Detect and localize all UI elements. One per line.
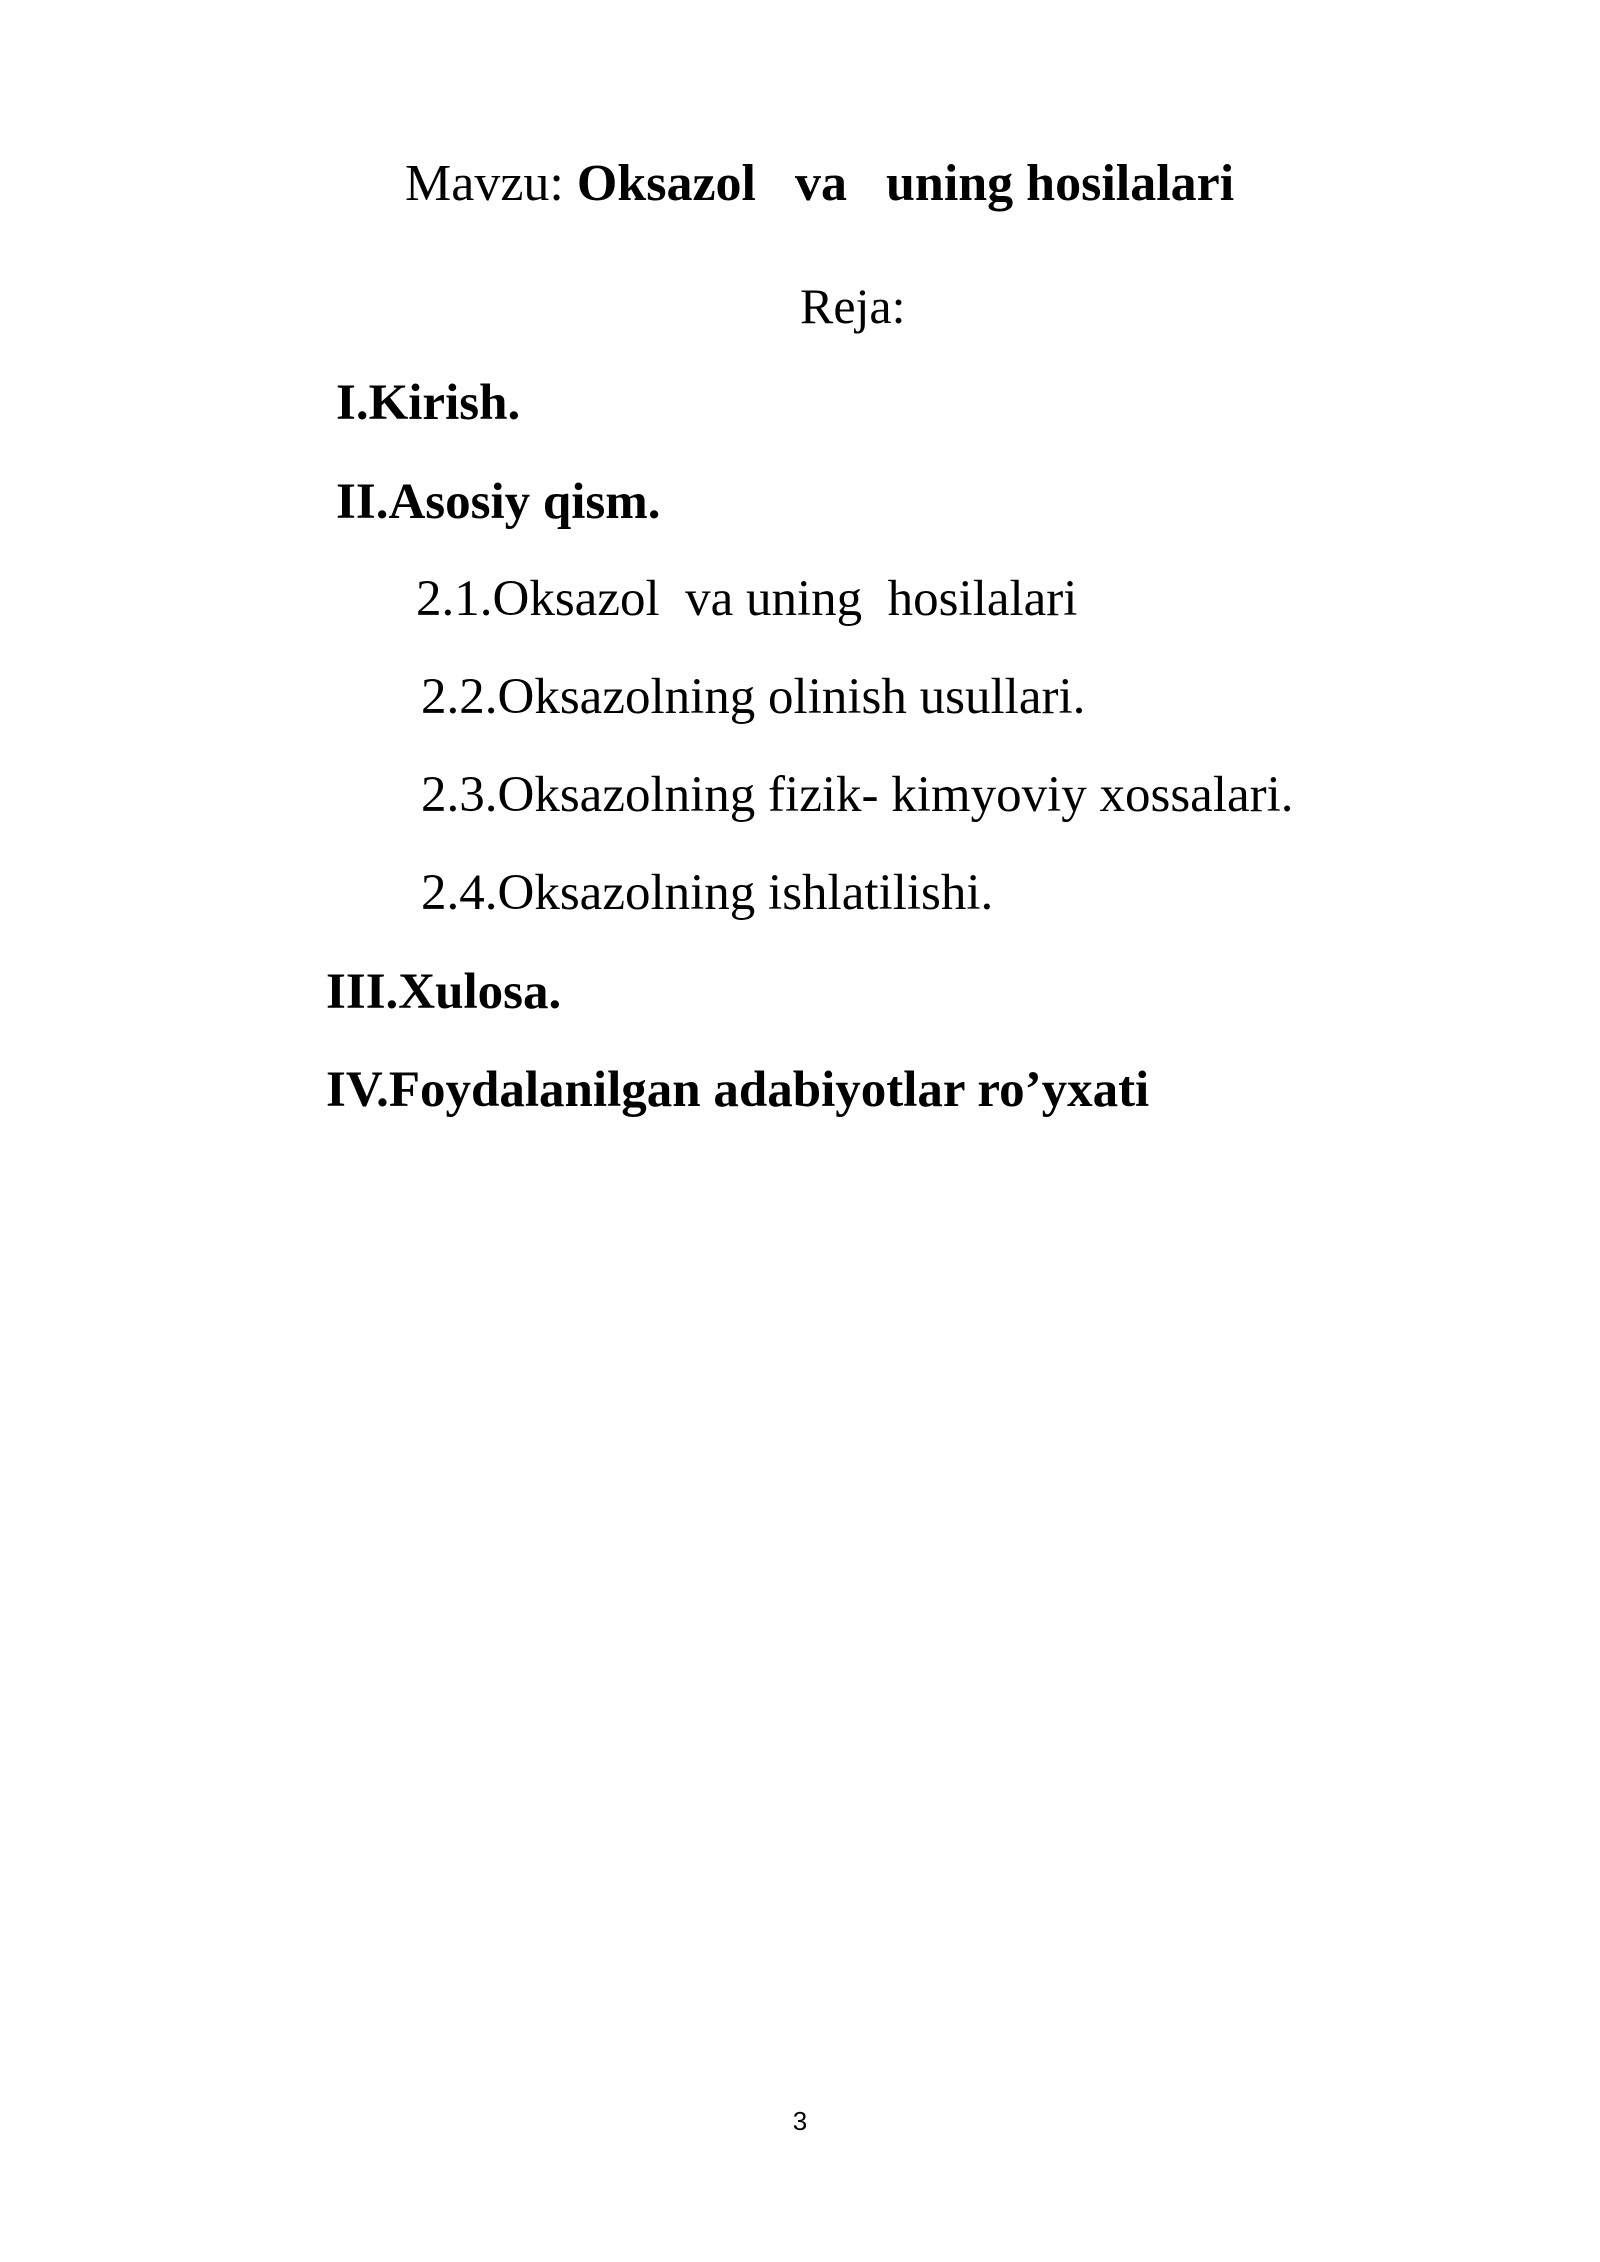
outline-subsection-2-4: 2.4.Oksazolning ishlatilishi.: [421, 865, 994, 921]
page-title: [405, 155, 1235, 212]
outline-section-1: I.Kirish.: [336, 375, 521, 431]
outline-subsection-2-1: 2.1.Oksazol va uning hosilalari: [416, 571, 1078, 627]
page-number: 3: [792, 2106, 808, 2136]
outline-subsection-2-3: 2.3.Oksazolning fizik- kimyoviy xossalari.: [421, 767, 1294, 823]
outline-section-3: III.Xulosa.: [326, 964, 562, 1020]
title-prefix: Mavzu:: [405, 155, 577, 212]
plan-heading: Reja:: [800, 278, 906, 334]
outline-section-2: II.Asosiy qism.: [336, 474, 661, 530]
title-topic: Oksazol va uning hosilalari: [576, 155, 1235, 212]
outline-section-4: IV.Foydalanilgan adabiyotlar ro’yxati: [326, 1062, 1150, 1118]
outline-subsection-2-2: 2.2.Oksazolning olinish usullari.: [421, 669, 1086, 725]
